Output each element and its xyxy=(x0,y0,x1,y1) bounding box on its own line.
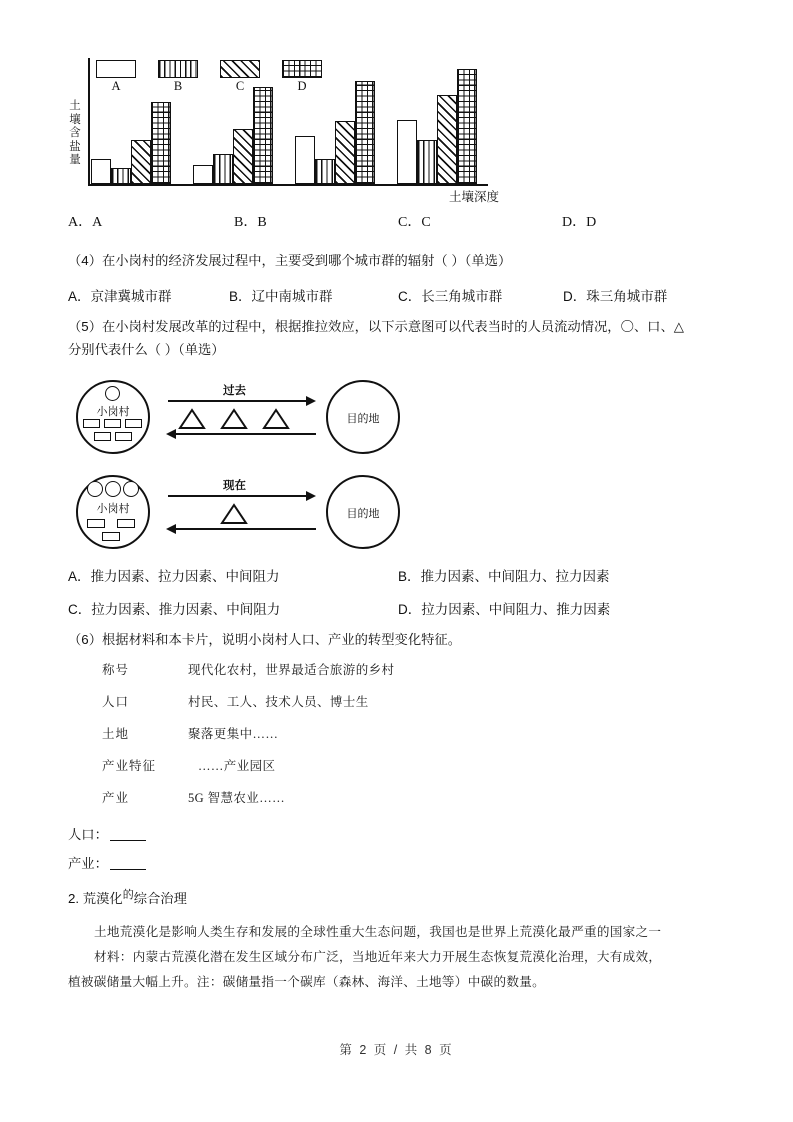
q5-stem-line2: 分别代表什么（ ）（单选） xyxy=(68,342,225,357)
q5-option-c[interactable]: C．拉力因素、推力因素、中间阻力 xyxy=(68,602,281,617)
village-label-now: 小岗村 xyxy=(96,503,130,515)
answer-line-industry[interactable] xyxy=(68,853,146,872)
legend-label-a: A xyxy=(111,79,121,93)
q5-option-d[interactable]: D．拉力因素、中间阻力、推力因素 xyxy=(398,602,611,617)
answer-label-population: 人口： xyxy=(68,827,108,842)
arrow-right-shaft-past xyxy=(168,400,308,402)
page-footer: 第 2 页 / 共 8 页 xyxy=(339,1043,454,1057)
y-label-char-3: 含 xyxy=(69,127,81,139)
destination-label-past: 目的地 xyxy=(346,413,380,425)
diagram-past xyxy=(72,378,422,464)
q3-option-d[interactable]: D．D xyxy=(562,215,597,230)
bar-D-group-1 xyxy=(151,102,171,184)
section-2-heading xyxy=(68,888,187,907)
soil-salinity-chart xyxy=(68,48,548,203)
bar-D-group-3 xyxy=(355,81,375,184)
answer-blank[interactable] xyxy=(110,840,146,841)
village-card-table xyxy=(102,660,532,805)
village-rect-icon xyxy=(102,532,120,541)
bar-B-group-4 xyxy=(417,140,437,184)
flow-triangle-icon xyxy=(220,408,248,435)
q4-stem: （4）在小岗村的经济发展过程中，主要受到哪个城市群的辐射（ ）（单选） xyxy=(68,253,512,268)
card-value: 现代化农村，世界最适合旅游的乡村 xyxy=(188,663,395,677)
village-circle-icon xyxy=(105,386,120,401)
chart-y-axis-label xyxy=(68,100,82,168)
card-value: 5G 智慧农业…… xyxy=(188,791,286,805)
section-2-title-part1: 荒漠化 xyxy=(82,891,123,906)
card-value: ……产业园区 xyxy=(198,759,276,773)
answer-line-population[interactable] xyxy=(68,824,146,843)
card-key: 土地 xyxy=(102,727,130,741)
y-label-char-1: 土 xyxy=(69,100,81,112)
section-2-title-de: 的 xyxy=(122,889,134,901)
arrow-caption-now: 现在 xyxy=(223,480,246,492)
destination-circle-now xyxy=(326,475,400,549)
village-rect-icon xyxy=(83,419,100,428)
chart-x-axis-line xyxy=(88,184,488,186)
bar-B-group-2 xyxy=(213,154,233,184)
bar-A-group-4 xyxy=(397,120,417,184)
legend-label-c: C xyxy=(235,79,245,93)
village-circle-icon xyxy=(105,481,121,497)
y-label-char-2: 壤 xyxy=(69,113,81,126)
card-value: 聚落更集中…… xyxy=(188,727,279,741)
bar-B-group-3 xyxy=(315,159,335,184)
card-key: 称号 xyxy=(102,663,130,677)
bar-C-group-3 xyxy=(335,121,355,184)
bar-D-group-2 xyxy=(253,87,273,184)
flow-triangle-icon xyxy=(262,408,290,435)
q5-stem-line1: （5）在小岗村发展改革的过程中，根据推拉效应，以下示意图可以代表当时的人员流动情况，〇、口、△ xyxy=(68,319,684,334)
q3-option-a[interactable]: A．A xyxy=(68,215,103,230)
bar-A-group-2 xyxy=(193,165,213,184)
bar-C-group-2 xyxy=(233,129,253,184)
village-rect-icon xyxy=(117,519,135,528)
section-2-paragraph-1: 土地荒漠化是影响人类生存和发展的全球性重大生态问题，我国也是世界上荒漠化最严重的国家之一 xyxy=(94,925,662,939)
card-value: 村民、工人、技术人员、博士生 xyxy=(188,695,369,709)
y-label-char-5: 量 xyxy=(69,154,81,166)
card-key: 产业特征 xyxy=(102,759,157,773)
answer-label-industry: 产业： xyxy=(68,856,108,871)
village-rect-icon xyxy=(87,519,105,528)
destination-circle-past xyxy=(326,380,400,454)
arrow-caption-past: 过去 xyxy=(223,385,246,397)
arrow-left-head-past xyxy=(166,429,176,439)
village-rect-icon xyxy=(94,432,111,441)
y-label-char-4: 盐 xyxy=(69,140,81,153)
card-key: 人口 xyxy=(102,695,130,709)
village-rect-icon xyxy=(125,419,142,428)
section-2-title-part2: 综合治理 xyxy=(133,891,187,906)
village-circle-icon xyxy=(123,481,139,497)
q4-option-b[interactable]: B．辽中南城市群 xyxy=(229,289,333,304)
arrow-right-head-now xyxy=(306,491,316,501)
legend-label-d: D xyxy=(297,79,307,93)
section-2-paragraph-2: 材料：内蒙古荒漠化潜在发生区域分布广泛，当地近年来大力开展生态恢复荒漠化治理，大有成效， xyxy=(94,950,662,964)
chart-bars-area xyxy=(89,58,489,184)
card-key: 产业 xyxy=(102,791,130,805)
bar-C-group-1 xyxy=(131,140,151,184)
q4-option-c[interactable]: C．长三角城市群 xyxy=(398,289,503,304)
bar-A-group-1 xyxy=(91,159,111,184)
village-rect-icon xyxy=(115,432,132,441)
diagram-now xyxy=(72,473,422,559)
section-2-number: 2. xyxy=(68,891,80,906)
bar-D-group-4 xyxy=(457,69,477,184)
arrow-right-shaft-now xyxy=(168,495,308,497)
q6-stem: （6）根据材料和本卡片，说明小岗村人口、产业的转型变化特征。 xyxy=(68,632,462,647)
chart-x-axis-label: 土壤深度 xyxy=(449,190,500,204)
q5-option-b[interactable]: B．推力因素、中间阻力、拉力因素 xyxy=(398,569,610,584)
destination-label-now: 目的地 xyxy=(346,508,380,520)
q4-option-d[interactable]: D．珠三角城市群 xyxy=(563,289,668,304)
bar-C-group-4 xyxy=(437,95,457,184)
village-label-past: 小岗村 xyxy=(96,406,130,418)
bar-B-group-1 xyxy=(111,168,131,184)
q5-option-a[interactable]: A．推力因素、拉力因素、中间阻力 xyxy=(68,569,280,584)
bar-A-group-3 xyxy=(295,136,315,184)
q3-option-c[interactable]: C．C xyxy=(398,215,431,230)
arrow-left-shaft-past xyxy=(176,433,316,435)
flow-triangle-icon xyxy=(220,503,248,530)
q3-option-b[interactable]: B．B xyxy=(234,215,267,230)
answer-blank[interactable] xyxy=(110,869,146,870)
village-circle-icon xyxy=(87,481,103,497)
arrow-left-head-now xyxy=(166,524,176,534)
q4-option-a[interactable]: A．京津冀城市群 xyxy=(68,289,172,304)
section-2-paragraph-3: 植被碳储量大幅上升。注：碳储量指一个碳库（森林、海洋、土地等）中碳的数量。 xyxy=(68,975,546,989)
arrow-left-shaft-now xyxy=(176,528,316,530)
flow-triangle-icon xyxy=(178,408,206,435)
arrow-right-head-past xyxy=(306,396,316,406)
village-rect-icon xyxy=(104,419,121,428)
legend-label-b: B xyxy=(173,79,183,93)
